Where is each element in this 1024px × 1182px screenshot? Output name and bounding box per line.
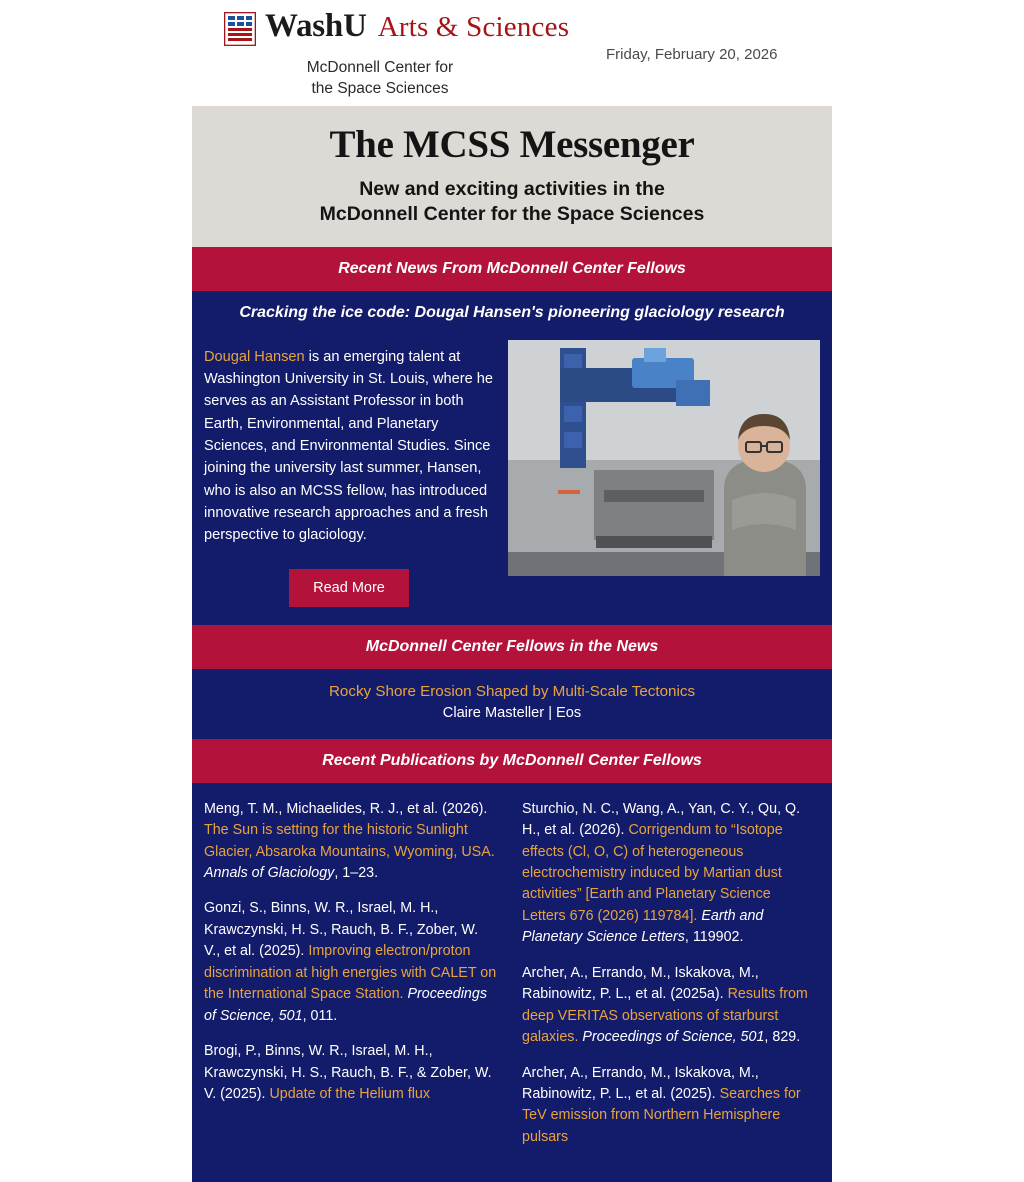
- center-name-line2: the Space Sciences: [311, 79, 449, 97]
- publications-column-left: [204, 799, 498, 1163]
- washu-wordmark: [265, 10, 569, 43]
- pub-pages: , 119902.: [684, 929, 744, 946]
- pub-authors: Sturchio, N. C., Wang, A., Yan, C. Y., Qu, Q. H., et al. (2026).: [522, 800, 801, 839]
- pub-title-link[interactable]: Improving electron/proton discrimination at high energies with CALET on the International Space Station.: [204, 943, 497, 1003]
- newsletter-title-block: [192, 106, 832, 247]
- pub-journal: Annals of Glaciology: [204, 865, 335, 882]
- brand-primary: WashU: [265, 8, 367, 44]
- publication-entry: [522, 1063, 816, 1149]
- washu-logo: [0, 10, 1024, 46]
- pub-authors: Archer, A., Errando, M., Iskakova, M., Rabinowitz, P. L., et al. (2025).: [522, 1064, 759, 1102]
- news-headline-link[interactable]: Rocky Shore Erosion Shaped by Multi-Scale Tectonics: [328, 682, 696, 700]
- section-header-recent-news: Recent News From McDonnell Center Fellows: [192, 247, 832, 291]
- pub-authors: Archer, A., Errando, M., Iskakova, M., Rabinowitz, P. L., et al. (2025a).: [522, 964, 759, 1003]
- pub-pages: , 1–23.: [334, 865, 379, 882]
- news-byline: Claire Masteller | Eos: [442, 704, 582, 721]
- pub-title-link[interactable]: Update of the Helium flux: [269, 1085, 430, 1102]
- center-name: [100, 58, 660, 100]
- brand-secondary: Arts & Sciences: [377, 11, 570, 43]
- pub-pages: , 011.: [302, 1007, 338, 1024]
- feature-text: [204, 340, 494, 607]
- publications-columns: [192, 783, 832, 1182]
- publications-section: [192, 783, 832, 1182]
- pub-authors: Gonzi, S., Binns, W. R., Israel, M. H., Krawczynski, H. S., Rauch, B. F., Zober, W. V., et al. (2025).: [204, 900, 479, 960]
- washu-shield-icon: [224, 12, 256, 46]
- issue-date: Friday, February 20, 2026: [606, 46, 778, 63]
- read-more-button[interactable]: Read More: [289, 569, 409, 607]
- feature-person-link[interactable]: Dougal Hansen: [204, 348, 305, 365]
- publications-column-right: [522, 799, 816, 1163]
- publication-entry: [204, 799, 498, 885]
- section-header-publications: Recent Publications by McDonnell Center Fellows: [192, 739, 832, 783]
- page-title: The MCSS Messenger: [329, 122, 695, 166]
- pub-title-link[interactable]: The Sun is setting for the historic Sunlight Glacier, Absaroka Mountains, Wyoming, USA.: [204, 822, 495, 860]
- pub-title-link[interactable]: Searches for TeV emission from Northern Hemisphere pulsars: [522, 1085, 801, 1145]
- feature-section: [192, 291, 832, 625]
- pub-journal: Proceedings of Science, 501: [204, 986, 487, 1024]
- researcher-in-lab-photo: [508, 340, 820, 576]
- pub-title-link[interactable]: Corrigendum to “Isotope effects (Cl, O, C) of heterogeneous electrochemistry induced by Martian dust activities” [Earth and Planetary Science Letters 676 (2026) 119784].: [522, 822, 783, 924]
- pub-title-link[interactable]: Results from deep VERITAS observations of starburst galaxies.: [522, 986, 808, 1046]
- news-item: [192, 669, 832, 739]
- publication-entry: [204, 898, 498, 1027]
- newsletter-tagline: [212, 177, 812, 227]
- publication-entry: [522, 799, 816, 949]
- section-header-in-the-news: McDonnell Center Fellows in the News: [192, 625, 832, 669]
- feature-headline: Cracking the ice code: Dougal Hansen's pioneering glaciology research: [239, 303, 785, 321]
- masthead: [0, 0, 1024, 106]
- tagline-line1: New and exciting activities in the: [359, 177, 665, 200]
- news-section: [192, 669, 832, 739]
- feature-photo: [508, 340, 820, 576]
- tagline-line2: McDonnell Center for the Space Sciences: [319, 202, 705, 225]
- newsletter-body: [192, 106, 832, 1182]
- center-name-line1: McDonnell Center for: [306, 59, 454, 76]
- pub-pages: , 829.: [764, 1029, 801, 1046]
- publication-entry: [204, 1041, 498, 1105]
- feature-body-text: is an emerging talent at Washington University in St. Louis, where he serves as an Assistant Professor in both Earth, Environmental, and Planetary Sciences, and Environmental Studies. Since joining the university last summer, Hansen, who is also an MCSS fellow, has introduced innovative research approaches and a fresh perspective to glaciology.: [204, 348, 494, 544]
- pub-authors: Brogi, P., Binns, W. R., Israel, M. H., Krawczynski, H. S., Rauch, B. F., & Zober, W. V. (2025).: [204, 1043, 492, 1102]
- pub-authors: Meng, T. M., Michaelides, R. J., et al. (2026).: [204, 800, 488, 817]
- publication-entry: [522, 963, 816, 1049]
- pub-journal: Earth and Planetary Science Letters: [522, 907, 764, 946]
- pub-journal: Proceedings of Science, 501: [578, 1029, 765, 1046]
- read-more-wrap: [204, 569, 494, 607]
- feature-content: [192, 332, 832, 625]
